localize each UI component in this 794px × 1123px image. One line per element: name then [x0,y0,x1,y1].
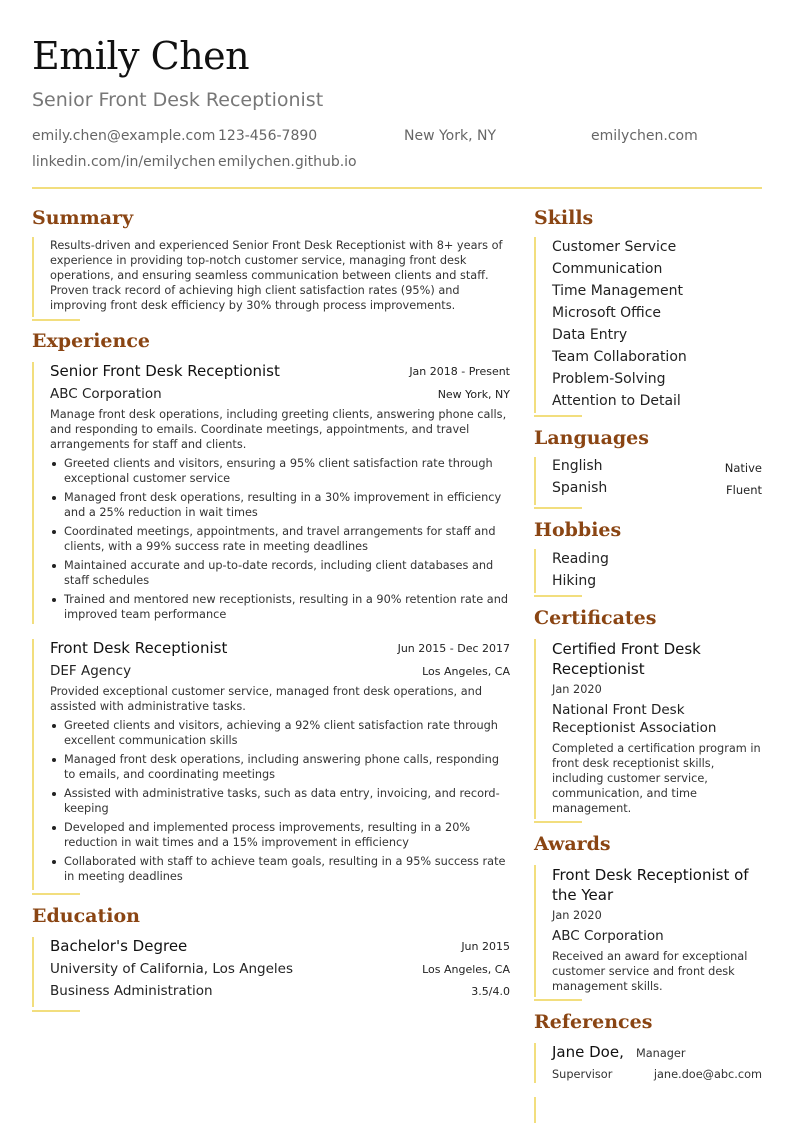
skill-item: Customer Service [552,239,677,255]
skills-accent-bar [534,237,536,413]
job2-bullet: Collaborated with staff to achieve team goals, resulting in a 95% success rate in meeting deadlines [50,854,512,884]
certificates-divider [534,821,582,823]
skill-item: Attention to Detail [552,393,681,409]
job2-bullet: Developed and implemented process improvements, resulting in a 20% reduction in wait times and a 15% improvement in efficiency [50,820,512,850]
award-title: Front Desk Receptionist of the Year [552,866,749,904]
skills-heading: Skills [534,207,594,229]
job2-dates: Jun 2015 - Dec 2017 [397,642,510,655]
experience-divider [32,893,80,895]
job2-description: Provided exceptional customer service, managed front desk operations, and assisted with administrative tasks. [50,685,482,713]
reference-relation: Supervisor [552,1068,613,1081]
education-accent-bar [32,937,34,1007]
hobbies-divider [534,595,582,597]
certificate-title: Certified Front Desk Receptionist [552,640,701,678]
job2-company: DEF Agency [50,663,132,679]
certificate-date: Jan 2020 [552,683,602,696]
hobby-item: Hiking [552,573,597,589]
skill-item: Data Entry [552,327,628,343]
references-heading: References [534,1011,653,1033]
summary-divider [32,319,80,321]
job1-company: ABC Corporation [50,386,162,402]
education-degree: Bachelor's Degree [50,937,188,955]
language-name: English [552,458,603,474]
job1-title: Senior Front Desk Receptionist [50,362,280,380]
header-divider [32,187,762,189]
candidate-name: Emily Chen [32,34,250,78]
job2-accent-bar [32,639,34,890]
job1-bullet: Managed front desk operations, resulting in a 30% improvement in efficiency and a 25% reduction in wait times [50,490,512,520]
education-location: Los Angeles, CA [422,963,510,976]
award-issuer: ABC Corporation [552,928,664,944]
certificates-accent-bar [534,639,536,819]
skill-item: Problem-Solving [552,371,666,387]
job2-bullet: Managed front desk operations, including answering phone calls, responding to emails, and coordinating meetings [50,752,512,782]
awards-heading: Awards [534,833,611,855]
skill-item: Communication [552,261,663,277]
email-link[interactable]: emily.chen@example.com [32,128,216,144]
hobbies-list [552,548,609,592]
education-date: Jun 2015 [461,940,510,953]
summary-heading: Summary [32,207,134,229]
candidate-title: Senior Front Desk Receptionist [32,89,324,111]
hobby-item: Reading [552,551,609,567]
job1-bullets [50,456,512,626]
location: New York, NY [404,128,497,144]
certificate-description: Completed a certification program in front desk receptionist skills, including customer service, communication, and time management. [552,742,761,815]
award-date: Jan 2020 [552,909,602,922]
certificate-issuer: National Front Desk Receptionist Association [552,702,717,736]
skill-item: Team Collaboration [552,349,687,365]
reference-email[interactable]: jane.doe@abc.com [653,1068,762,1081]
language-level: Native [724,461,762,475]
language-name: Spanish [552,480,608,496]
awards-divider [534,999,582,1001]
job2-location: Los Angeles, CA [422,665,510,678]
skills-divider [534,415,582,417]
job2-bullet: Greeted clients and visitors, achieving a 92% client satisfaction rate through excellent communication skills [50,718,512,748]
awards-accent-bar [534,865,536,997]
education-heading: Education [32,905,140,927]
linkedin-link[interactable]: linkedin.com/in/emilychen [32,154,216,170]
summary-accent-bar [32,237,34,317]
certificates-heading: Certificates [534,607,657,629]
languages-accent-bar [534,457,536,505]
website-link[interactable]: emilychen.com [591,128,698,144]
education-school: University of California, Los Angeles [50,961,294,977]
job1-bullet: Trained and mentored new receptionists, resulting in a 90% retention rate and improved team performance [50,592,512,622]
language-level: Fluent [726,483,762,497]
education-divider [32,1010,80,1012]
job1-location: New York, NY [437,388,510,401]
job1-dates: Jan 2018 - Present [409,365,510,378]
references-trailing-bar [534,1097,536,1123]
job1-description: Manage front desk operations, including greeting clients, answering phone calls, and responding to emails. Coordinate meetings, appointments, and travel arrangements for staff and clients. [50,408,507,451]
phone-number: 123-456-7890 [218,128,318,144]
summary-text: Results-driven and experienced Senior Front Desk Receptionist with 8+ years of experience in providing top-notch customer service, managing front desk operations, and ensuring seamless communication between clients and staff. Proven track record of achieving high client satisfaction rates (95%) and improving front desk efficiency by 30% through process improvements. [50,239,503,312]
skills-list [552,236,687,412]
references-accent-bar [534,1043,536,1083]
reference-name: Jane Doe, [552,1043,624,1061]
job2-title: Front Desk Receptionist [50,639,228,657]
award-description: Received an award for exceptional customer service and front desk management skills. [552,950,748,993]
hobbies-heading: Hobbies [534,519,622,541]
job1-bullet: Greeted clients and visitors, ensuring a 95% client satisfaction rate through exceptional customer service [50,456,512,486]
job2-bullet: Assisted with administrative tasks, such as data entry, invoicing, and record-keeping [50,786,512,816]
experience-heading: Experience [32,330,150,352]
hobbies-accent-bar [534,549,536,593]
skill-item: Time Management [552,283,683,299]
languages-heading: Languages [534,427,649,449]
education-gpa: 3.5/4.0 [471,985,510,998]
reference-position: Manager [636,1047,686,1060]
education-field: Business Administration [50,983,213,999]
github-link[interactable]: emilychen.github.io [218,154,357,170]
job1-bullet: Maintained accurate and up-to-date records, including client databases and staff schedules [50,558,512,588]
languages-divider [534,507,582,509]
job1-accent-bar [32,362,34,624]
job1-bullet: Coordinated meetings, appointments, and travel arrangements for staff and clients, with a 99% success rate in meeting deadlines [50,524,512,554]
skill-item: Microsoft Office [552,305,662,321]
job2-bullets [50,718,512,888]
